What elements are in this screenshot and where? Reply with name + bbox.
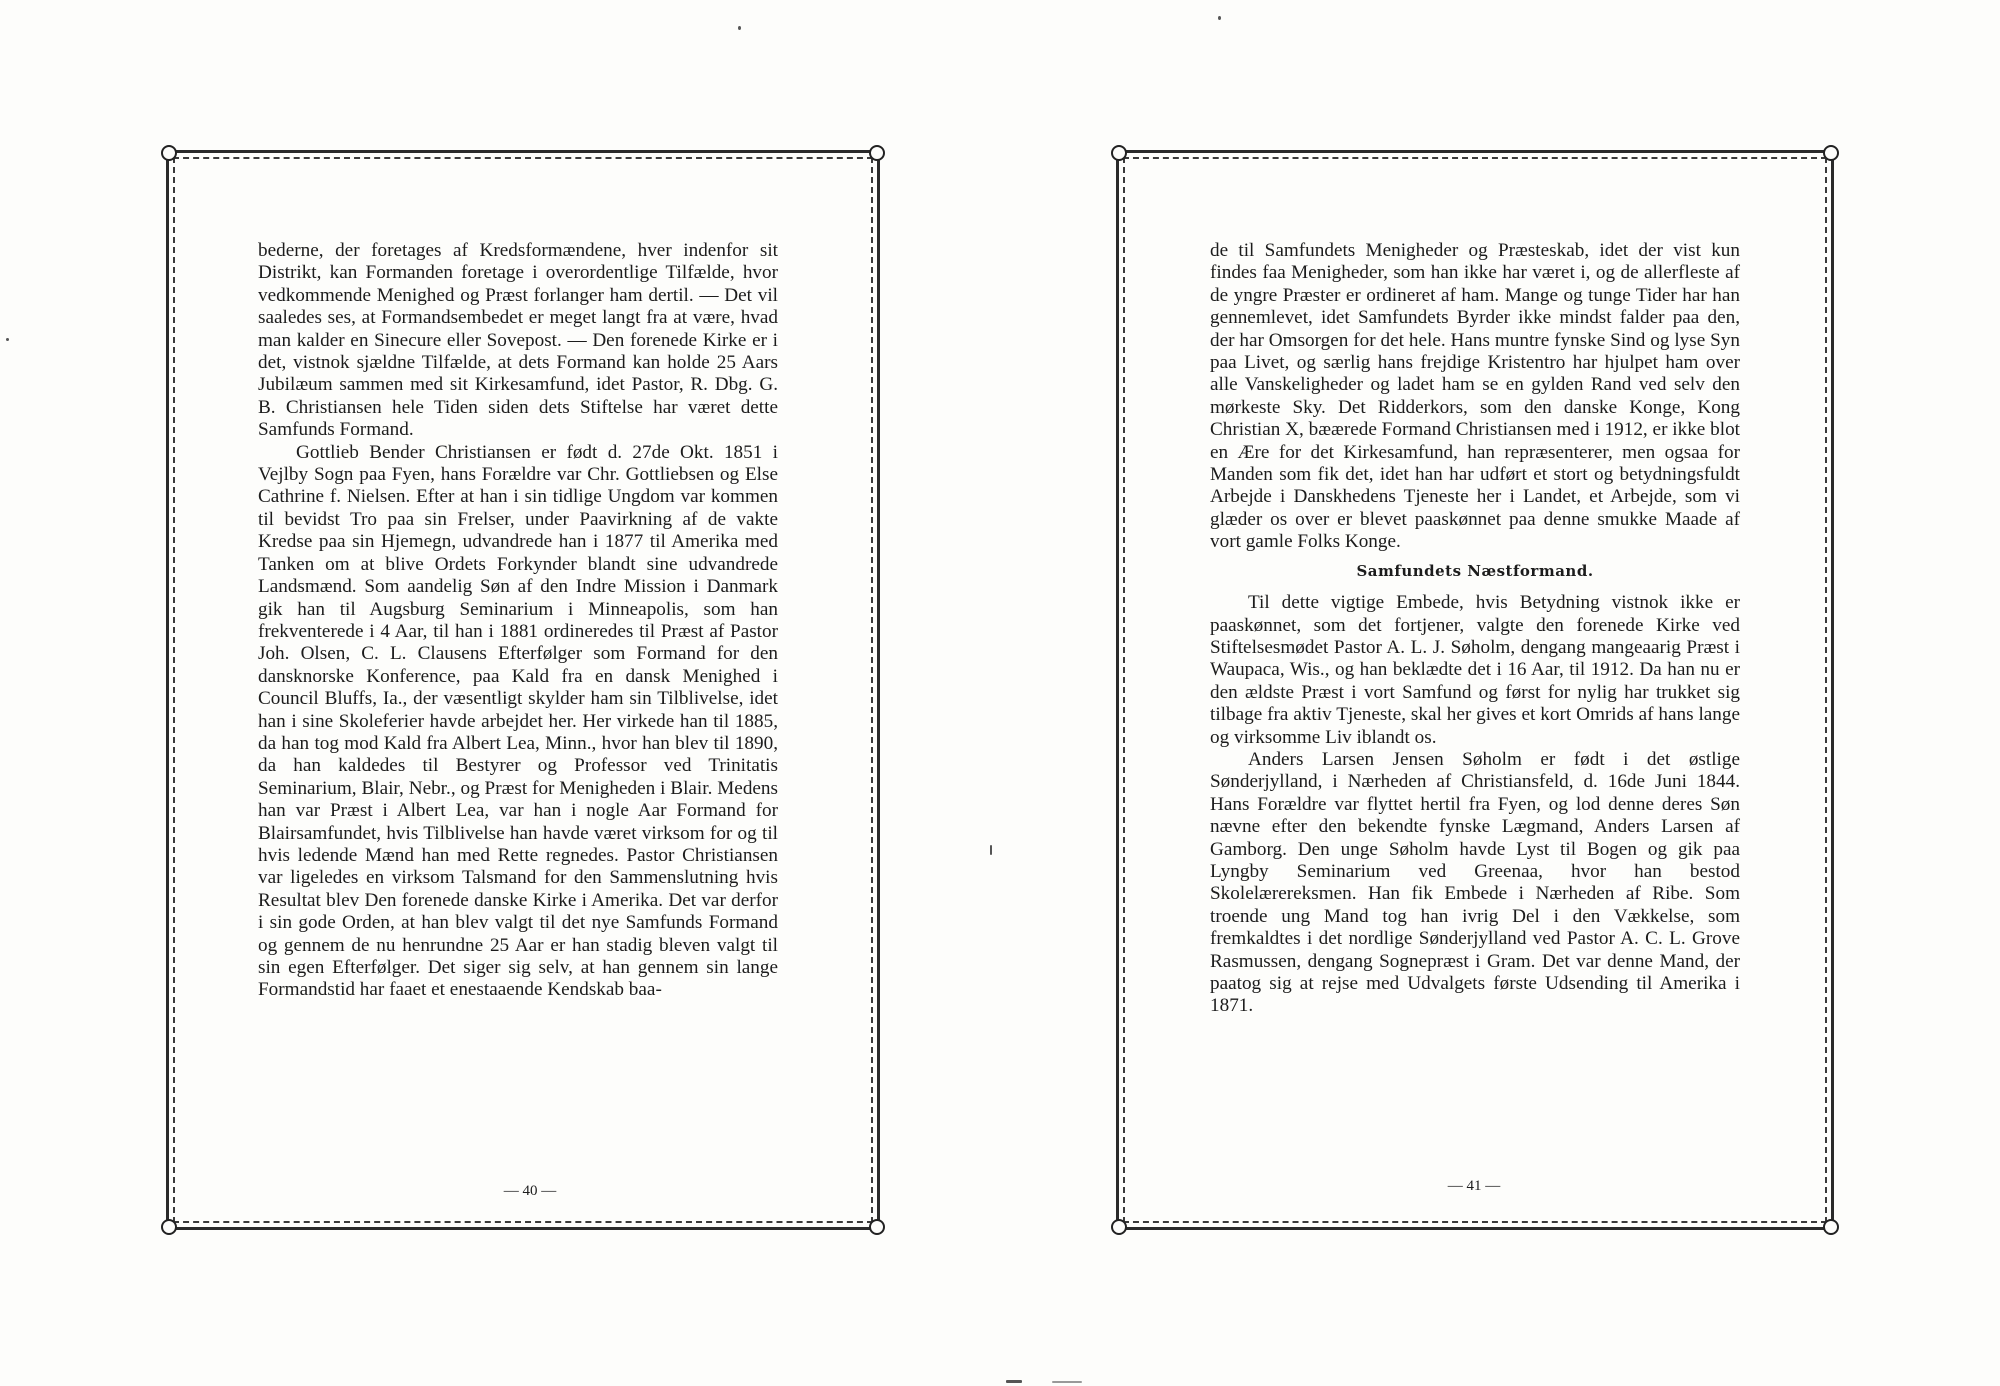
speck	[1218, 16, 1221, 20]
corner-ornament	[161, 1219, 177, 1235]
paragraph: Anders Larsen Jensen Søholm er født i det østlige Sønderjylland, i Nærheden af Christiansfeld, d. 16de Juni 1844. Hans Forældre var flyttet hertil fra Fyen, og lod denne deres Søn nævne efter den bekendte fynske Lægmand, Anders Larsen af Gamborg. Den unge Søholm havde Lyst til Bogen og gik paa Lyngby Seminarium ved Greenaa, hvor han bestod Skolelærereksmen. Han fik Embede i Nærheden af Ribe. Som troende ung Mand tog han ivrig Del i den Vækkelse, som fremkaldtes i det nordlige Sønderjylland ved Pastor A. C. L. Grove Rasmussen, dengang Sognepræst i Gram. Det var denne Mand, der paatog sig at rejse med Udvalgets første Udsending til Amerika i 1871.	[1210, 748, 1740, 1017]
speck	[990, 845, 992, 855]
speck	[1006, 1380, 1022, 1383]
page-number-right: — 41 —	[1447, 1178, 1501, 1194]
corner-ornament	[1823, 1219, 1839, 1235]
page-number-left: — 40 —	[503, 1183, 557, 1199]
paragraph: Til dette vigtige Embede, hvis Betydning vistnok ikke er paaskønnet, som det fortjener, valgte den forenede Kirke ved Stiftelsesmødet Pastor A. L. J. Søholm, dengang mangeaarig Præst i Waupaca, Wis., og han beklædte det i 16 Aar, til 1912. Da han nu er den ældste Præst i vort Samfund og først for nylig har trukket sig tilbage fra aktiv Tjeneste, skal her gives et kort Omrids af hans lange og virksomme Liv iblandt os.	[1210, 592, 1740, 748]
speck	[1052, 1381, 1082, 1383]
corner-ornament	[869, 145, 885, 161]
section-heading: Samfundets Næstformand.	[1356, 561, 1594, 580]
corner-ornament	[1111, 145, 1127, 161]
paragraph: bederne, der foretages af Kredsformændene, hver indenfor sit Distrikt, kan Formanden foretage i overordentlige Tilfælde, hvor vedkommende Menighed og Præst forlanger ham dertil. — Det vil saaledes ses, at Formandsembedet er meget langt fra at være, hvad man kalder en Sinecure eller Sovepost. — Den forenede Kirke er i det, vistnok sjældne Tilfælde, at dets Formand kan holde 25 Aars Jubilæum sammen med sit Kirkesamfund, idet Pastor, R. Dbg. G. B. Christiansen hele Tiden siden dets Stiftelse har været dette Samfunds Formand.	[258, 240, 778, 441]
paragraph: de til Samfundets Menigheder og Præsteskab, idet der vist kun findes faa Menigheder, som han ikke har været i, og de allerfleste af de yngre Præster er ordineret af ham. Mange og tunge Tider har han gennemlevet, idet Samfundets Byrder ikke mindst falder paa den, der har Omsorgen for det hele. Hans muntre fynske Sind og lyse Syn paa Livet, og særlig hans frejdige Kristentro har hjulpet ham over alle Vanskeligheder og ladet ham se en gylden Rand ved selv den mørkeste Sky. Det Ridderkors, som den danske Konge, Kong Christian X, bæærede Formand Christiansen med i 1912, er ikke blot en Ære for det Kirkesamfund, han repræsenterer, men ogsaa for Manden som fik det, idet han har udført et stort og betydningsfuldt Arbejde i Danskhedens Tjeneste her i Landet, et Arbejde, som vi glæder os over er blevet paaskønnet paa denne smukke Maade af vort gamle Folks Konge.	[1210, 240, 1740, 553]
corner-ornament	[1823, 145, 1839, 161]
left-page-text	[258, 240, 778, 1002]
corner-ornament	[161, 145, 177, 161]
right-page-text	[1210, 240, 1740, 1018]
corner-ornament	[1111, 1219, 1127, 1235]
paragraph: Gottlieb Bender Christiansen er født d. 27de Okt. 1851 i Vejlby Sogn paa Fyen, hans Forældre var Chr. Gottliebsen og Else Cathrine f. Nielsen. Efter at han i sin tidlige Ungdom var kommen til bevidst Tro paa sin Frelser, under Paavirkning af de vakte Kredse paa sin Hjemegn, udvandrede han i 1877 til Amerika med Tanken om at blive Ordets Forkynder blandt sine udvandrede Landsmænd. Som aandelig Søn af den Indre Mission i Danmark gik han til Augsburg Seminarium i Minneapolis, som han frekventerede i 4 Aar, til han i 1881 ordineredes til Præst af Pastor Joh. Olsen, C. L. Clausens Efterfølger som Formand for den dansknorske Konference, paa Kald fra en dansk Menighed i Council Bluffs, Ia., der væsentligt skylder ham sin Tilblivelse, idet han i sine Skoleferier havde arbejdet her. Her virkede han til 1885, da han tog mod Kald fra Albert Lea, Minn., hvor han blev til 1890, da han kaldedes til Bestyrer og Professor ved Trinitatis Seminarium, Blair, Nebr., og Præst for Menigheden i Blair. Medens han var Præst i Albert Lea, var han i nogle Aar Formand for Blairsamfundet, hvis Tilblivelse han havde været virksom for og til hvis ledende Mænd han med Rette regnedes. Pastor Christiansen var ligeledes en virksom Talsmand for den Sammenslutning hvis Resultat blev Den forenede danske Kirke i Amerika. Det var derfor i sin gode Orden, at han blev valgt til det nye Samfunds Formand og gennem de nu henrundne 25 Aar er han stadig bleven valgt til sin egen Efterfølger. Det siger sig selv, at han gennem sin lange Formandstid har faaet et enestaaende Kendskab baa-	[258, 441, 778, 1001]
speck	[738, 26, 741, 30]
corner-ornament	[869, 1219, 885, 1235]
speck	[6, 338, 9, 341]
